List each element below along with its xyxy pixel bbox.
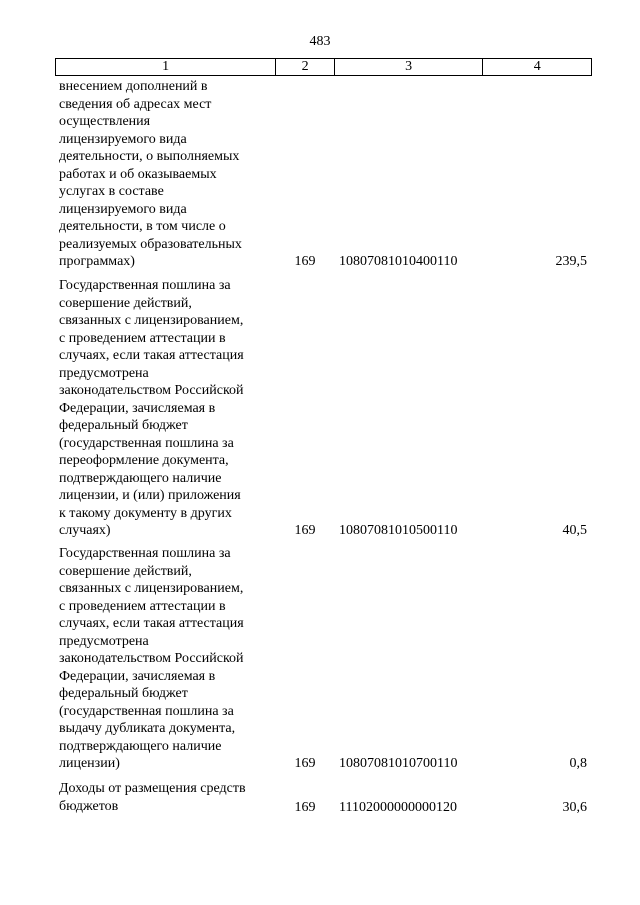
- header-col-3: 3: [334, 59, 482, 75]
- description-line: бюджетов: [59, 798, 119, 814]
- admin-code: 169: [294, 799, 316, 815]
- description-line: переоформление документа,: [59, 453, 229, 468]
- table-row: [55, 78, 592, 270]
- amount: 0,8: [569, 755, 587, 771]
- description-line: (государственная пошлина за: [59, 435, 234, 451]
- description-line: связанных с лицензированием,: [59, 313, 244, 328]
- row-description: [59, 780, 269, 815]
- description-line: деятельности, в том числе о: [59, 219, 226, 234]
- description-line: лицензируемого вида: [59, 131, 187, 147]
- description-line: внесением дополнений в: [59, 79, 208, 94]
- table-header: [55, 58, 592, 76]
- description-line: Государственная пошлина за: [59, 546, 231, 561]
- page-number: 483: [309, 34, 331, 49]
- admin-code: 169: [294, 755, 316, 771]
- description-line: лицензии): [59, 756, 120, 771]
- description-line: законодательством Российской: [59, 383, 244, 398]
- description-line: услугах в составе: [59, 184, 164, 199]
- amount: 30,6: [562, 799, 587, 815]
- kbk-code: 10807081010400110: [339, 253, 458, 269]
- description-line: Государственная пошлина за: [59, 278, 231, 293]
- description-line: к такому документу в других: [59, 505, 232, 521]
- description-line: связанных с лицензированием,: [59, 581, 244, 596]
- description-line: осуществления: [59, 114, 151, 129]
- description-line: реализуемых образовательных: [59, 236, 242, 252]
- description-line: работах и об оказываемых: [59, 166, 217, 182]
- description-line: лицензии, и (или) приложения: [59, 488, 241, 503]
- header-col-1: 1: [162, 59, 170, 74]
- row-description: [59, 277, 269, 540]
- description-line: совершение действий,: [59, 295, 192, 311]
- description-line: федеральный бюджет: [59, 686, 188, 701]
- admin-code: 169: [294, 522, 316, 538]
- description-line: программах): [59, 254, 135, 269]
- table-row: [55, 277, 592, 539]
- kbk-code: 10807081010700110: [339, 755, 458, 771]
- description-line: федеральный бюджет: [59, 418, 188, 433]
- header-col-4: 4: [482, 59, 591, 75]
- description-line: совершение действий,: [59, 563, 192, 579]
- header-col-2: 2: [275, 59, 334, 75]
- amount: 239,5: [555, 253, 587, 269]
- amount: 40,5: [562, 522, 587, 538]
- description-line: (государственная пошлина за: [59, 703, 234, 719]
- row-description: [59, 545, 269, 773]
- description-line: предусмотрена: [59, 365, 149, 381]
- description-line: подтверждающего наличие: [59, 738, 222, 754]
- description-line: с проведением аттестации в: [59, 598, 226, 614]
- description-line: случаях, если такая аттестация: [59, 348, 244, 363]
- kbk-code: 10807081010500110: [339, 522, 458, 538]
- description-line: сведения об адресах мест: [59, 96, 212, 112]
- description-line: Федерации, зачисляемая в: [59, 668, 216, 684]
- table-row: [55, 780, 592, 816]
- description-line: случаях): [59, 523, 111, 538]
- description-line: деятельности, о выполняемых: [59, 149, 240, 164]
- table-row: [55, 545, 592, 772]
- description-line: выдачу дубликата документа,: [59, 721, 236, 736]
- description-line: случаях, если такая аттестация: [59, 616, 244, 631]
- description-line: подтверждающего наличие: [59, 470, 222, 486]
- description-line: предусмотрена: [59, 633, 149, 649]
- kbk-code: 11102000000000120: [339, 799, 457, 815]
- description-line: законодательством Российской: [59, 651, 244, 666]
- description-line: с проведением аттестации в: [59, 330, 226, 346]
- description-line: лицензируемого вида: [59, 201, 187, 217]
- admin-code: 169: [294, 253, 316, 269]
- row-description: [59, 78, 269, 271]
- description-line: Доходы от размещения средств: [59, 781, 246, 796]
- description-line: Федерации, зачисляемая в: [59, 400, 216, 416]
